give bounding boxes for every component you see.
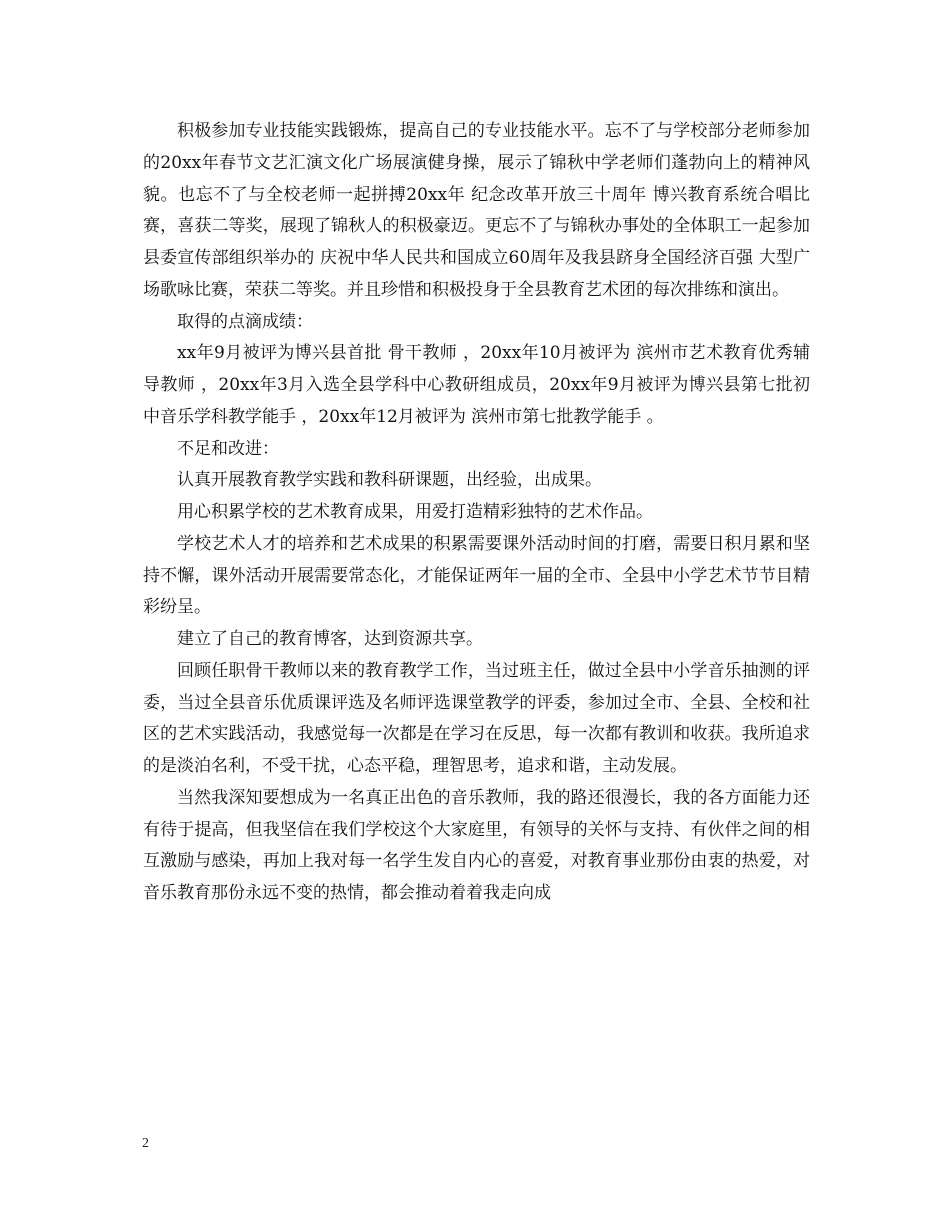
page-number: 2 [142,1136,149,1151]
paragraph: 用心积累学校的艺术教育成果，用爱打造精彩独特的艺术作品。 [177,502,653,522]
paragraph: 学校艺术人才的培养和艺术成果的积累需要课外活动时间的打磨，需要日积月累和坚持不懈，课外活动开展需要常态化，才能保证两年一届的全市、全县中小学艺术节节目精彩纷呈。 [143,533,810,618]
paragraph: 取得的点滴成绩： [177,311,313,332]
paragraph: 积极参加专业技能实践锻炼，提高自己的专业技能水平。忘不了与学校部分老师参加的20xx年春节文艺汇演文化广场展演健身操，展示了锦秋中学老师们蓬勃向上的精神风貌。也忘不了与全校老师一起拼搏20xx年 纪念改革开放三十周年 博兴教育系统合唱比赛，喜获二等奖，展现了锦秋人的积极豪迈。更忘不了与锦秋办事处的全体职工一起参加县委宣传部组织举办的 庆祝中华人民共和国成立60周年及我县跻身全国经济百强 大型广场歌咏比赛，荣获二等奖。并且珍惜和积极投身于全县教育艺术团的每次排练和演出。 [143,121,810,300]
paragraph: 建立了自己的教育博客，达到资源共享。 [177,629,483,649]
paragraph: 认真开展教育教学实践和教科研课题，出经验，出成果。 [177,470,602,491]
paragraph: 不足和改进： [177,438,279,459]
paragraph: 回顾任职骨干教师以来的教育教学工作，当过班主任，做过全县中小学音乐抽测的评委，当过全县音乐优质课评选及名师评选课堂教学的评委，参加过全市、全县、全校和社区的艺术实践活动，我感觉每一次都是在学习在反思，每一次都有教训和收获。我所追求的是淡泊名利，不受干扰，心态平稳，理智思考，追求和谐，主动发展。 [143,660,810,776]
document-body [143,116,810,910]
paragraph: 当然我深知要想成为一名真正出色的音乐教师，我的路还很漫长，我的各方面能力还有待于提高，但我坚信在我们学校这个大家庭里，有领导的关怀与支持、有伙伴之间的相互激励与感染，再加上我对每一名学生发自内心的喜爱，对教育事业那份由衷的热爱，对音乐教育那份永远不变的热情，都会推动着着我走向成 [143,787,810,903]
paragraph: xx年9月被评为博兴县首批 骨干教师 ，20xx年10月被评为 滨州市艺术教育优秀辅导教师 ，20xx年3月入选全县学科中心教研组成员，20xx年9月被评为博兴县第七批初中音乐学科教学能手 ，20xx年12月被评为 滨州市第七批教学能手 。 [143,343,810,427]
